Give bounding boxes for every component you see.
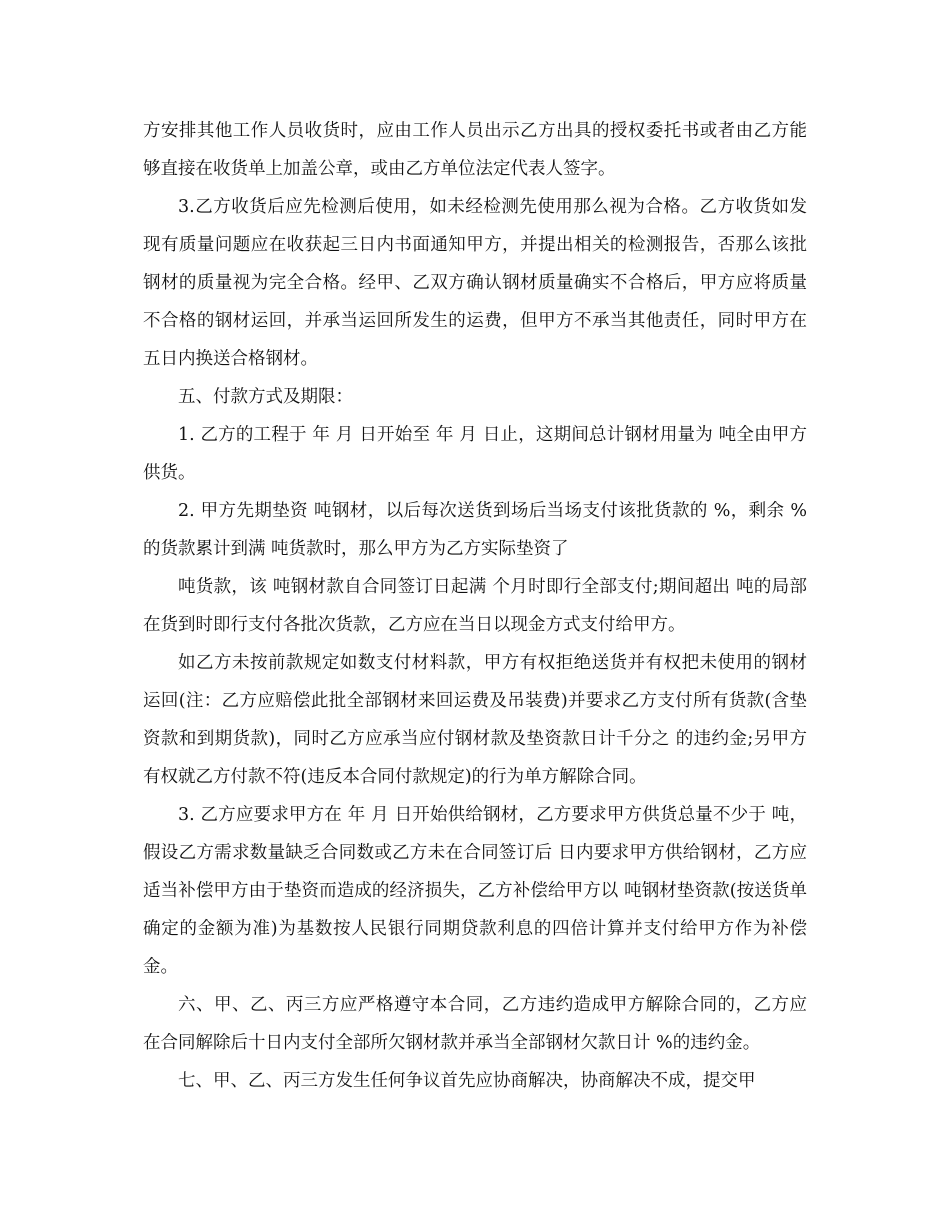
paragraph-2: 3.乙方收货后应先检测后使用，如未经检测先使用那么视为合格。乙方收货如发现有质量问题应在收获起三日内书面通知甲方，并提出相关的检测报告，否那么该批钢材的质量视为完全合格。经甲、乙双方确认钢材质量确实不合格后，甲方应将质量不合格的钢材运回，并承当运回所发生的运费，但甲方不承当其他责任，同时甲方在五日内换送合格钢材。 [143, 197, 807, 369]
paragraph-4: 1. 乙方的工程于 年 月 日开始至 年 月 日止，这期间总计钢材用量为 吨全由甲方供货。 [143, 425, 807, 483]
paragraph-9: 六、甲、乙、丙三方应严格遵守本合同，乙方违约造成甲方解除合同的，乙方应在合同解除后十日内支付全部所欠钢材款并承当全部钢材欠款日计 %的违约金。 [143, 995, 807, 1053]
paragraph-6: 吨货款，该 吨钢材款自合同签订日起满 个月时即行全部支付;期间超出 吨的局部在货到时即行支付各批次货款，乙方应在当日以现金方式支付给甲方。 [143, 577, 807, 635]
paragraph-5: 2. 甲方先期垫资 吨钢材，以后每次送货到场后当场支付该批货款的 %，剩余 %的货款累计到满 吨货款时，那么甲方为乙方实际垫资了 [143, 501, 807, 559]
paragraph-7: 如乙方未按前款规定如数支付材料款，甲方有权拒绝送货并有权把未使用的钢材运回(注：乙方应赔偿此批全部钢材来回运费及吊装费)并要求乙方支付所有货款(含垫资款和到期货款)，同时乙方应承当应付钢材款及垫资款日计千分之 的违约金;另甲方有权就乙方付款不符(违反本合同付款规定)的行为单方解除合同。 [143, 653, 807, 787]
document-body [143, 112, 807, 1100]
paragraph-10: 七、甲、乙、丙三方发生任何争议首先应协商解决，协商解决不成，提交甲 [178, 1071, 756, 1091]
paragraph-8: 3. 乙方应要求甲方在 年 月 日开始供给钢材，乙方要求甲方供货总量不少于 吨，假设乙方需求数量缺乏合同数或乙方未在合同签订后 日内要求甲方供给钢材，乙方应适当补偿甲方由于垫资而造成的经济损失，乙方补偿给甲方以 吨钢材垫资款(按送货单确定的金额为准)为基数按人民银行同期贷款利息的四倍计算并支付给甲方作为补偿金。 [143, 805, 807, 977]
section-heading-payment: 五、付款方式及期限： [178, 387, 353, 407]
paragraph-1: 方安排其他工作人员收货时，应由工作人员出示乙方出具的授权委托书或者由乙方能够直接在收货单上加盖公章，或由乙方单位法定代表人签字。 [143, 121, 807, 179]
